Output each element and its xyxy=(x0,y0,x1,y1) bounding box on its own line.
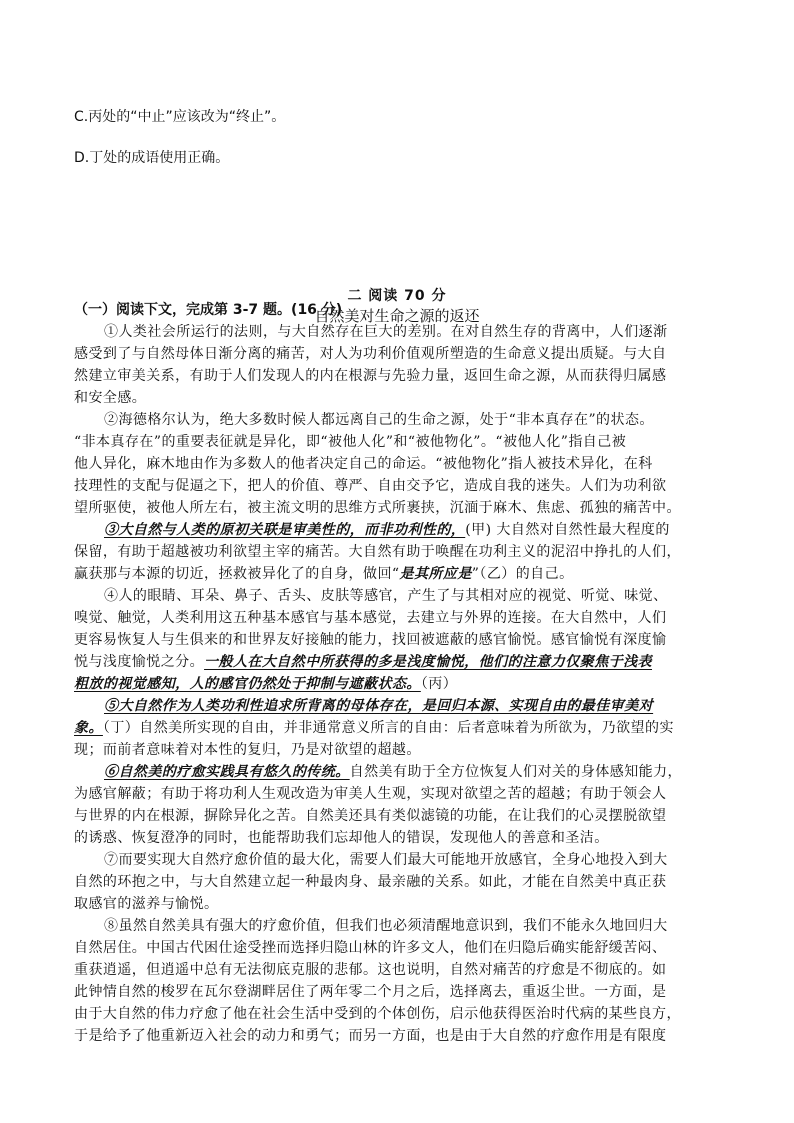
paragraph-line: 由于大自然的伟力疗愈了他在社会生活中受到的个体创伤，启示他获得医治时代病的某些良方， xyxy=(74,1006,681,1022)
paragraph-line: 保留，有助于超越被功利欲望主宰的痛苦。大自然有助于唤醒在功利主义的泥沼中挣扎的人们， xyxy=(74,544,681,560)
paragraph-line: ②海德格尔认为，绝大多数时候人都远离自己的生命之源，处于“非本真存在”的状态。 xyxy=(104,412,654,428)
paragraph-line: ①人类社会所运行的法则，与大自然存在巨大的差别。在对自然生存的背离中，人们逐渐 xyxy=(104,324,668,340)
key-sentence: 粗放的视觉感知，人的感官仍然处于抑制与遮蔽状态。 xyxy=(74,676,421,692)
paragraph-line: 自然居住。中国古代困仕途受挫而选择归隐山林的许多文人，他们在归隐后确实能舒缓苦闷、 xyxy=(74,940,667,956)
paragraph-line xyxy=(104,761,724,783)
paragraph-line: 感受到了与自然母体日渐分离的痛苦，对人为功利价值观所塑造的生命意义提出质疑。与大自 xyxy=(74,346,667,362)
paragraph-line: ⑧虽然自然美具有强大的疗愈价值，但我们也必须清醒地意识到，我们不能永久地回归大 xyxy=(104,918,668,934)
paragraph-line: 此钟情自然的梭罗在瓦尔登湖畔居住了两年零二个月之后，选择离去，重返尘世。一方面，是 xyxy=(74,984,667,1000)
key-sentence: ⑤大自然作为人类功利性追求所背离的母体存在，是回归本源、实现自由的最佳审美对 xyxy=(104,698,654,714)
paragraph-line: 更容易恢复人与生俱来的和世界友好接触的能力，找回被遮蔽的感官愉悦。感官愉悦有深度愉 xyxy=(74,632,667,648)
line-text: 自然美有助于全方位恢复人们对关的身体感知能力， xyxy=(349,764,683,780)
line-text: ”（乙）的自己。 xyxy=(471,566,574,582)
part-instruction: （一）阅读下文，完成第 3-7 题。(16 分) xyxy=(74,302,343,318)
paragraph-line: 取感官的滋养与愉悦。 xyxy=(74,896,219,912)
paragraph-line xyxy=(74,673,724,695)
section-title: 二 阅读 70 分 xyxy=(347,288,447,304)
paragraph-line xyxy=(74,717,724,739)
line-text: （丁）自然美所实现的自由，并非通常意义所言的自由：后者意味着为所欲为，乃欲望的实 xyxy=(102,720,674,736)
paragraph-line: 技理性的支配与促逼之下，把人的价值、尊严、自由交予它，造成自我的迷失。人们为功利欲 xyxy=(74,478,667,494)
paragraph-line: 他人异化，麻木地由作为多数人的他者决定自己的命运。“被他物化”指人被技术异化，在科 xyxy=(74,456,653,472)
paragraph-line: 嗅觉、触觉，人类利用这五种基本感官与基本感觉，去建立与外界的连接。在大自然中，人们 xyxy=(74,610,667,626)
key-sentence: 象。 xyxy=(74,720,103,736)
paragraph-line: ④人的眼睛、耳朵、鼻子、舌头、皮肤等感官，产生了与其相对应的视觉、听觉、味觉、 xyxy=(104,588,668,604)
paragraph-line xyxy=(74,563,724,585)
line-text: 赢获那与本源的切近，拯救被异化了的自身，做回“ xyxy=(74,566,400,582)
key-sentence: 一般人在大自然中所获得的多是浅度愉悦，他们的注意力仅聚焦于浅表 xyxy=(204,654,653,670)
paragraph-line: 与世界的内在根源，摒除异化之苦。自然美还具有类似滤镜的功能，在让我们的心灵摆脱欲望 xyxy=(74,808,667,824)
paragraph-line xyxy=(74,651,724,673)
option-d: D.丁处的成语使用正确。 xyxy=(74,150,230,166)
paragraph-line: 自然的环抱之中，与大自然建立起一种最肉身、最亲融的关系。如此，才能在自然美中真正获 xyxy=(74,874,667,890)
line-text: 悦与浅度愉悦之分。 xyxy=(74,654,205,670)
line-text: (甲) 大自然对自然性最大程度的 xyxy=(465,522,670,538)
key-sentence: ③大自然与人类的原初关联是审美性的，而非功利性的， xyxy=(104,522,466,538)
paragraph-line: “非本真存在”的重要表征就是异化，即“被他人化”和“被他物化”。“被他人化”指自己被 xyxy=(74,434,627,450)
paragraph-line: 现；而前者意味着对本性的复归，乃是对欲望的超越。 xyxy=(74,742,421,758)
paragraph-line: ⑦而要实现大自然疗愈价值的最大化，需要人们最大可能地开放感官，全身心地投入到大 xyxy=(104,852,668,868)
quoted-phrase: 是其所应是 xyxy=(399,566,472,582)
line-text: （丙） xyxy=(420,676,458,692)
option-c: C.丙处的“中止”应该改为“终止”。 xyxy=(74,109,286,125)
paragraph-line xyxy=(104,519,724,541)
paragraph-line: 重获逍遥，但逍遥中总有无法彻底克服的悲郁。这也说明，自然对痛苦的疗愈是不彻底的。如 xyxy=(74,962,667,978)
paragraph-line: 为感官解蔽；有助于将功利人生观改造为审美人生观，实现对欲望之苦的超越；有助于领会人 xyxy=(74,786,667,802)
paragraph-line: 然建立审美关系，有助于人们发现人的内在根源与先验力量，返回生命之源，从而获得归属感 xyxy=(74,368,667,384)
paragraph-line: 的诱惑、恢复澄净的同时，也能帮助我们忘却他人的错误，发现他人的善意和圣洁。 xyxy=(74,830,609,846)
paragraph-line: 和安全感。 xyxy=(74,390,147,406)
paragraph-line: 于是给予了他重新迈入社会的动力和勇气；而另一方面，也是由于大自然的疗愈作用是有限度 xyxy=(74,1028,667,1044)
paragraph-line: 望所驱使，被他人所左右，被主流文明的思维方式所裹挟，沉湎于麻木、焦虑、孤独的痛苦中。 xyxy=(74,500,681,516)
key-sentence: ⑥自然美的疗愈实践具有悠久的传统。 xyxy=(104,764,350,780)
paragraph-line xyxy=(104,695,724,717)
essay-title: 自然美对生命之源的返还 xyxy=(314,307,480,325)
